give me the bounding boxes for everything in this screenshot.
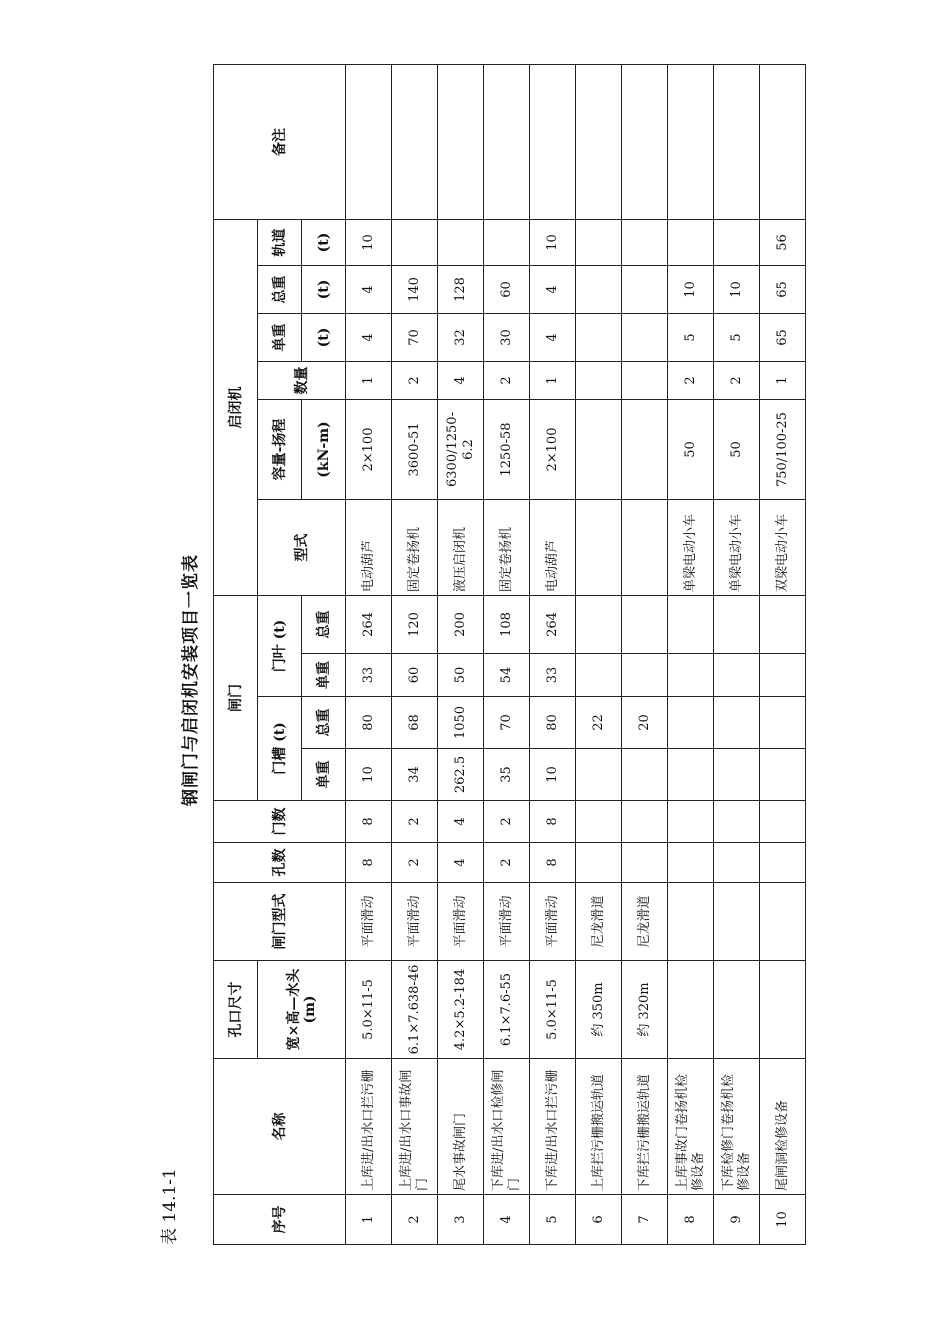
header-seq: 序号 — [214, 1195, 346, 1245]
cell-h-unit — [576, 314, 622, 362]
cell-leaf-total — [760, 596, 806, 654]
cell-h-unit — [622, 314, 668, 362]
cell-capacity: 2×100 — [530, 400, 576, 500]
header-hoist: 启闭机 — [214, 219, 258, 595]
header-leaf-total: 总重 — [302, 596, 346, 654]
cell-model: 双梁电动小车 — [760, 500, 806, 596]
cell-slot-unit — [760, 749, 806, 801]
cell-size: 5.0×11-5 — [346, 961, 392, 1059]
cell-remark — [668, 64, 714, 219]
cell-rail — [668, 219, 714, 265]
cell-h-unit: 65 — [760, 314, 806, 362]
header-gate: 闸门 — [214, 596, 258, 801]
cell-name: 下库进/出水口检修闸门 — [484, 1059, 530, 1195]
header-remarks: 备注 — [214, 64, 346, 219]
cell-type: 平面滑动 — [392, 883, 438, 961]
cell-gates: 2 — [484, 801, 530, 843]
cell-qty: 1 — [530, 362, 576, 400]
header-capacity-unit: (kN-m) — [302, 400, 346, 500]
cell-name: 上库进/出水口拦污栅 — [346, 1059, 392, 1195]
cell-slot-total: 20 — [622, 697, 668, 749]
table-row — [714, 64, 760, 1244]
cell-slot-total: 80 — [530, 697, 576, 749]
cell-slot-unit — [622, 749, 668, 801]
header-gate-type: 闸门型式 — [214, 883, 346, 961]
cell-seq: 2 — [392, 1195, 438, 1245]
table-row — [392, 64, 438, 1244]
header-hole-size-sub: 宽×高—水头(m) — [258, 961, 346, 1059]
cell-leaf-unit — [760, 654, 806, 697]
cell-model: 单梁电动小车 — [668, 500, 714, 596]
cell-gates: 8 — [530, 801, 576, 843]
cell-name: 上库拦污栅搬运轨道 — [576, 1059, 622, 1195]
cell-slot-total: 70 — [484, 697, 530, 749]
cell-remark — [760, 64, 806, 219]
cell-leaf-unit: 50 — [438, 654, 484, 697]
cell-holes — [668, 843, 714, 883]
cell-slot-unit: 10 — [346, 749, 392, 801]
cell-size: 约 320m — [622, 961, 668, 1059]
cell-seq: 9 — [714, 1195, 760, 1245]
cell-name: 下库检修门卷扬机检修设备 — [714, 1059, 760, 1195]
cell-seq: 7 — [622, 1195, 668, 1245]
header-gate-count: 门数 — [214, 801, 346, 843]
cell-leaf-unit — [714, 654, 760, 697]
cell-gates: 4 — [438, 801, 484, 843]
rotated-table-sheet — [151, 115, 811, 1245]
cell-holes — [760, 843, 806, 883]
table-row — [438, 64, 484, 1244]
cell-capacity: 2×100 — [346, 400, 392, 500]
cell-seq: 5 — [530, 1195, 576, 1245]
cell-slot-total: 80 — [346, 697, 392, 749]
cell-gates — [714, 801, 760, 843]
cell-gates: 2 — [392, 801, 438, 843]
cell-leaf-total — [622, 596, 668, 654]
cell-capacity: 6300/1250-6.2 — [438, 400, 484, 500]
cell-remark — [438, 64, 484, 219]
cell-slot-total: 22 — [576, 697, 622, 749]
cell-h-total: 4 — [346, 266, 392, 314]
cell-seq: 8 — [668, 1195, 714, 1245]
cell-h-unit: 4 — [530, 314, 576, 362]
header-leaf-unit: 单重 — [302, 654, 346, 697]
cell-name: 尾闸洞检修设备 — [760, 1059, 806, 1195]
cell-slot-unit: 10 — [530, 749, 576, 801]
header-hoist-total: 总重 — [258, 266, 302, 314]
cell-holes — [714, 843, 760, 883]
cell-name: 尾水事故闸门 — [438, 1059, 484, 1195]
cell-leaf-unit: 54 — [484, 654, 530, 697]
header-hole-size: 孔口尺寸 — [214, 961, 258, 1059]
cell-qty: 1 — [760, 362, 806, 400]
cell-leaf-unit: 33 — [346, 654, 392, 697]
cell-seq: 4 — [484, 1195, 530, 1245]
cell-holes: 2 — [392, 843, 438, 883]
cell-slot-total: 68 — [392, 697, 438, 749]
header-hole-count: 孔数 — [214, 843, 346, 883]
header-hoist-unit: 单重 — [258, 314, 302, 362]
cell-gates — [760, 801, 806, 843]
cell-gates: 8 — [346, 801, 392, 843]
cell-capacity: 50 — [714, 400, 760, 500]
cell-size — [714, 961, 760, 1059]
table-row — [668, 64, 714, 1244]
cell-size — [668, 961, 714, 1059]
cell-type: 尼龙滑道 — [576, 883, 622, 961]
table-row — [530, 64, 576, 1244]
cell-capacity — [622, 400, 668, 500]
cell-qty — [622, 362, 668, 400]
cell-slot-total — [760, 697, 806, 749]
cell-seq: 6 — [576, 1195, 622, 1245]
cell-slot-unit: 262.5 — [438, 749, 484, 801]
cell-model: 固定卷扬机 — [392, 500, 438, 596]
cell-type: 平面滑动 — [530, 883, 576, 961]
cell-h-total: 4 — [530, 266, 576, 314]
cell-h-total: 140 — [392, 266, 438, 314]
cell-leaf-total — [668, 596, 714, 654]
cell-capacity: 750/100-25 — [760, 400, 806, 500]
cell-leaf-unit — [668, 654, 714, 697]
cell-h-total: 60 — [484, 266, 530, 314]
cell-leaf-unit — [576, 654, 622, 697]
cell-size: 4.2×5.2-184 — [438, 961, 484, 1059]
cell-qty: 2 — [714, 362, 760, 400]
cell-rail — [714, 219, 760, 265]
header-rail-t: (t) — [302, 219, 346, 265]
table-row — [576, 64, 622, 1244]
cell-h-total: 65 — [760, 266, 806, 314]
cell-model: 单梁电动小车 — [714, 500, 760, 596]
cell-holes: 2 — [484, 843, 530, 883]
header-slot-unit: 单重 — [302, 749, 346, 801]
cell-model: 电动葫芦 — [346, 500, 392, 596]
cell-h-unit: 5 — [714, 314, 760, 362]
cell-model — [576, 500, 622, 596]
cell-slot-unit — [576, 749, 622, 801]
cell-h-unit: 5 — [668, 314, 714, 362]
cell-type: 尼龙滑道 — [622, 883, 668, 961]
cell-h-unit: 32 — [438, 314, 484, 362]
cell-rail — [622, 219, 668, 265]
cell-leaf-unit: 60 — [392, 654, 438, 697]
cell-slot-unit: 35 — [484, 749, 530, 801]
cell-type — [714, 883, 760, 961]
cell-type: 平面滑动 — [438, 883, 484, 961]
table-row — [622, 64, 668, 1244]
cell-capacity — [576, 400, 622, 500]
cell-model: 电动葫芦 — [530, 500, 576, 596]
cell-size: 5.0×11-5 — [530, 961, 576, 1059]
header-hoist-unit-t: (t) — [302, 314, 346, 362]
header-name: 名称 — [214, 1059, 346, 1195]
header-capacity: 容量-扬程 — [258, 400, 302, 500]
cell-leaf-total — [576, 596, 622, 654]
cell-type — [760, 883, 806, 961]
cell-slot-unit — [668, 749, 714, 801]
cell-slot-unit — [714, 749, 760, 801]
table-body — [346, 64, 806, 1244]
table-row — [484, 64, 530, 1244]
cell-slot-total: 1050 — [438, 697, 484, 749]
header-leaf: 门叶 (t) — [258, 596, 302, 697]
cell-slot-unit: 34 — [392, 749, 438, 801]
cell-leaf-total: 120 — [392, 596, 438, 654]
cell-rail: 56 — [760, 219, 806, 265]
cell-h-total — [622, 266, 668, 314]
cell-capacity: 3600-51 — [392, 400, 438, 500]
cell-leaf-total: 200 — [438, 596, 484, 654]
cell-size: 6.1×7.638-46 — [392, 961, 438, 1059]
cell-holes — [576, 843, 622, 883]
cell-leaf-total: 108 — [484, 596, 530, 654]
cell-h-unit: 4 — [346, 314, 392, 362]
cell-type: 平面滑动 — [346, 883, 392, 961]
cell-name: 上库事故门卷扬机检修设备 — [668, 1059, 714, 1195]
cell-qty: 2 — [484, 362, 530, 400]
header-model: 型式 — [258, 500, 346, 596]
header-qty: 数量 — [258, 362, 346, 400]
cell-remark — [576, 64, 622, 219]
cell-seq: 3 — [438, 1195, 484, 1245]
cell-h-total: 10 — [668, 266, 714, 314]
cell-leaf-total — [714, 596, 760, 654]
cell-rail — [392, 219, 438, 265]
cell-holes: 8 — [346, 843, 392, 883]
cell-capacity: 1250-58 — [484, 400, 530, 500]
cell-remark — [714, 64, 760, 219]
cell-qty: 4 — [438, 362, 484, 400]
cell-model: 液压启闭机 — [438, 500, 484, 596]
cell-remark — [530, 64, 576, 219]
cell-h-unit: 70 — [392, 314, 438, 362]
header-rail: 轨道 — [258, 219, 302, 265]
cell-model: 固定卷扬机 — [484, 500, 530, 596]
cell-remark — [392, 64, 438, 219]
cell-holes: 8 — [530, 843, 576, 883]
cell-slot-total — [714, 697, 760, 749]
cell-h-unit: 30 — [484, 314, 530, 362]
cell-seq: 10 — [760, 1195, 806, 1245]
cell-h-total: 10 — [714, 266, 760, 314]
cell-qty — [576, 362, 622, 400]
table-title: 钢闸门与启闭机安装项目一览表 — [181, 554, 201, 806]
cell-name: 上库进/出水口事故闸门 — [392, 1059, 438, 1195]
cell-h-total: 128 — [438, 266, 484, 314]
cell-rail — [576, 219, 622, 265]
cell-size — [760, 961, 806, 1059]
cell-remark — [484, 64, 530, 219]
cell-seq: 1 — [346, 1195, 392, 1245]
cell-gates — [576, 801, 622, 843]
header-slot: 门槽 (t) — [258, 697, 302, 801]
cell-rail — [484, 219, 530, 265]
table-row — [760, 64, 806, 1244]
cell-model — [622, 500, 668, 596]
cell-size: 约 350m — [576, 961, 622, 1059]
cell-rail: 10 — [346, 219, 392, 265]
cell-leaf-total: 264 — [530, 596, 576, 654]
cell-type: 平面滑动 — [484, 883, 530, 961]
cell-qty: 1 — [346, 362, 392, 400]
cell-holes — [622, 843, 668, 883]
cell-gates — [668, 801, 714, 843]
cell-name: 下库进/出水口拦污栅 — [530, 1059, 576, 1195]
cell-remark — [346, 64, 392, 219]
cell-holes: 4 — [438, 843, 484, 883]
cell-type — [668, 883, 714, 961]
cell-size: 6.1×7.6-55 — [484, 961, 530, 1059]
cell-remark — [622, 64, 668, 219]
cell-qty: 2 — [392, 362, 438, 400]
cell-name: 下库拦污栅搬运轨道 — [622, 1059, 668, 1195]
header-hoist-total-t: (t) — [302, 266, 346, 314]
cell-h-total — [576, 266, 622, 314]
cell-slot-total — [668, 697, 714, 749]
header-slot-total: 总重 — [302, 697, 346, 749]
cell-gates — [622, 801, 668, 843]
equipment-table — [213, 64, 806, 1245]
cell-rail — [438, 219, 484, 265]
cell-qty: 2 — [668, 362, 714, 400]
cell-leaf-total: 264 — [346, 596, 392, 654]
table-number: 表 14.1-1 — [160, 1168, 180, 1245]
cell-leaf-unit: 33 — [530, 654, 576, 697]
cell-leaf-unit — [622, 654, 668, 697]
cell-capacity: 50 — [668, 400, 714, 500]
cell-rail: 10 — [530, 219, 576, 265]
table-row — [346, 64, 392, 1244]
